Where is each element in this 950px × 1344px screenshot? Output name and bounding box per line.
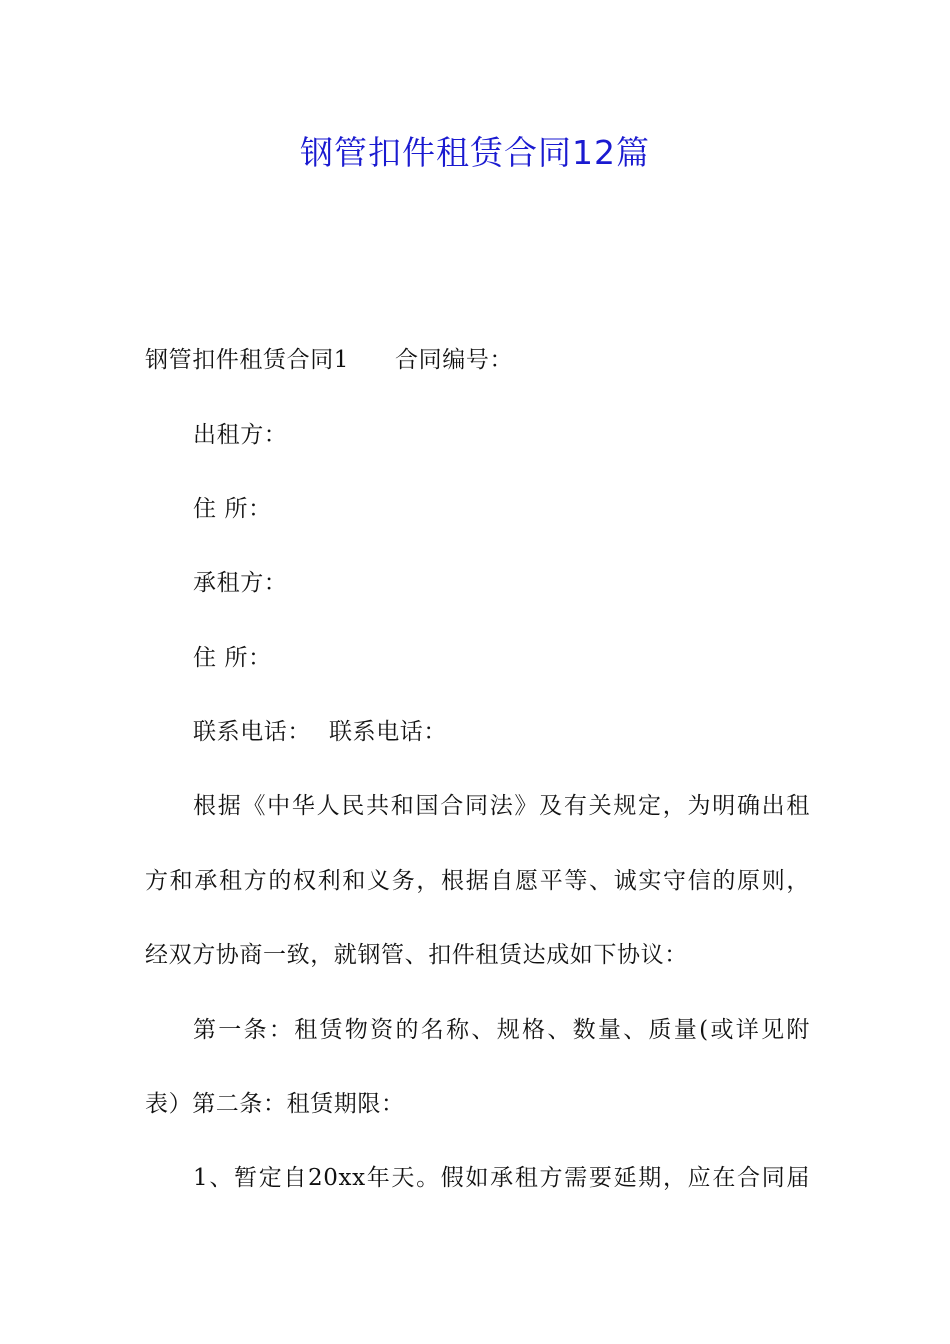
document-title: 钢管扣件租赁合同12篇 bbox=[300, 133, 650, 172]
paragraph-1-line-1: 根据《中华人民共和国合同法》及有关规定，为明确出租 bbox=[193, 793, 810, 819]
lessee-label: 承租方： bbox=[193, 570, 288, 596]
paragraph-3-line-1: 1、暂定自20xx年天。假如承租方需要延期，应在合同届 bbox=[193, 1165, 810, 1191]
lessor-phone-label: 联系电话： bbox=[193, 719, 311, 745]
paragraph-1-line-3: 经双方协商一致，就钢管、扣件租赁达成如下协议： bbox=[145, 942, 688, 968]
paragraph-1-line-2: 方和承租方的权利和义务，根据自愿平等、诚实守信的原则， bbox=[145, 868, 810, 894]
lessee-address-label: 住 所： bbox=[193, 645, 272, 671]
paragraph-2-line-2: 表）第二条：租赁期限： bbox=[145, 1091, 405, 1117]
contract-number-label: 合同编号： bbox=[395, 347, 514, 373]
contract-heading-line bbox=[145, 342, 810, 378]
lessee-phone-label: 联系电话： bbox=[329, 719, 447, 745]
phone-line bbox=[193, 714, 810, 750]
contract-heading: 钢管扣件租赁合同1 bbox=[145, 347, 350, 373]
lessor-label: 出租方： bbox=[193, 422, 288, 448]
paragraph-2-line-1: 第一条：租赁物资的名称、规格、数量、质量(或详见附 bbox=[193, 1017, 810, 1043]
lessor-address-label: 住 所： bbox=[193, 496, 272, 522]
